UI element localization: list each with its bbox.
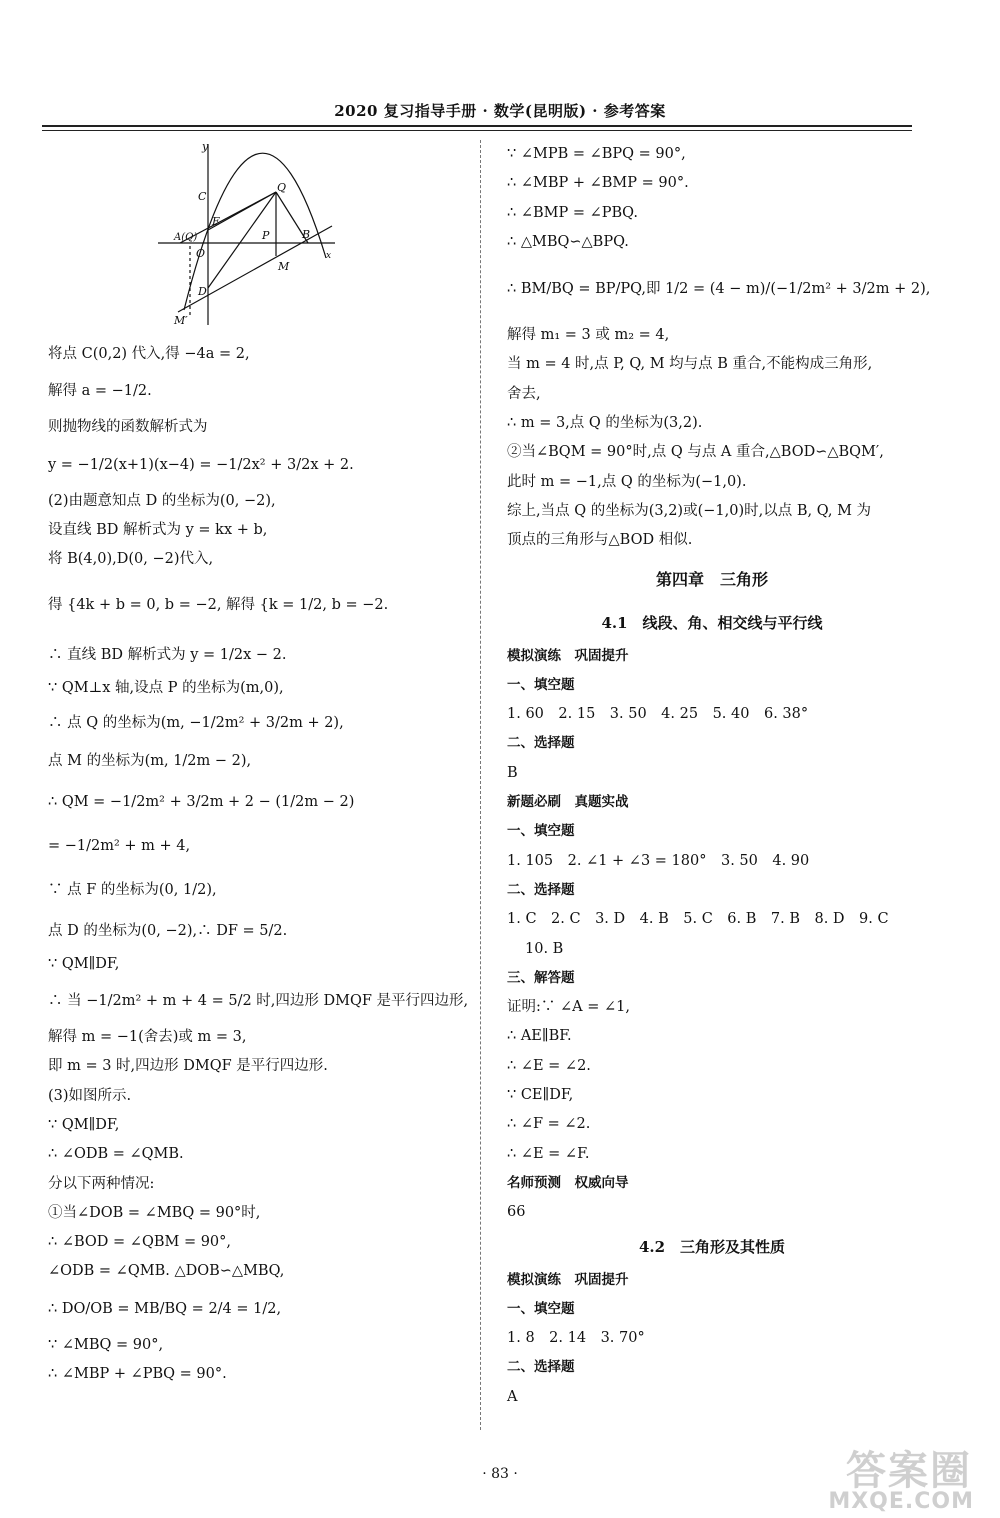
text-line: ∴ ∠BMP = ∠PBQ. (507, 204, 638, 221)
text-line: 解得 a = −1/2. (48, 383, 152, 400)
text-line: ∴ △MBQ∽△BPQ. (507, 233, 629, 250)
text-line: ∵ CE∥DF, (507, 1087, 574, 1104)
question-type-heading: 一、填空题 (507, 823, 575, 840)
right-column (507, 140, 931, 1412)
parabola-graph (150, 140, 350, 330)
text-line: ∴ ∠MBP + ∠BMP = 90°. (507, 175, 689, 192)
text-line: 则抛物线的函数解析式为 (48, 419, 208, 436)
label-e: E (212, 215, 221, 228)
text-line: 将 B(4,0),D(0, −2)代入, (48, 551, 214, 568)
watermark-logo-text: 答案圈 (846, 1448, 972, 1494)
text-line: 点 D 的坐标为(0, −2),∴ DF = 5/2. (48, 922, 288, 939)
section-heading: 4.2 三角形及其性质 (638, 1237, 786, 1256)
label-m: M (278, 260, 290, 273)
answer-line: 1. 60 2. 15 3. 50 4. 25 5. 40 6. 38° (507, 706, 809, 723)
label-o: O (196, 247, 206, 260)
text-line: (2)由题意知点 D 的坐标为(0, −2), (48, 492, 276, 509)
question-type-heading: 二、选择题 (507, 735, 575, 752)
question-type-heading: 一、填空题 (507, 676, 575, 693)
text-line: ∴ ∠F = ∠2. (507, 1116, 591, 1133)
text-line: ∴ 直线 BD 解析式为 y = 1/2x − 2. (48, 647, 287, 664)
answer-line: 10. B (525, 940, 564, 957)
answer-line: 1. 8 2. 14 3. 70° (507, 1330, 645, 1347)
text-line: ∴ ∠ODB = ∠QMB. (48, 1146, 184, 1163)
text-line: ∵ ∠MBQ = 90°, (48, 1336, 164, 1353)
header-rule-thin (42, 130, 912, 131)
section-heading: 4.1 线段、角、相交线与平行线 (601, 613, 823, 632)
watermark-url: MXQE.COM (828, 1489, 974, 1514)
answer-line: 1. C 2. C 3. D 4. B 5. C 6. B 7. B 8. D 9. C (507, 911, 889, 928)
text-line: 当 m = 4 时,点 P, Q, M 均与点 B 重合,不能构成三角形, (507, 356, 873, 373)
label-x: x (326, 251, 332, 261)
text-line: ①当∠DOB = ∠MBQ = 90°时, (48, 1204, 261, 1221)
answer-line: 1. 105 2. ∠1 + ∠3 = 180° 3. 50 4. 90 (507, 852, 810, 869)
label-d: D (198, 285, 207, 298)
text-line: ∴ ∠E = ∠F. (507, 1145, 590, 1162)
text-line: ∴ QM = −1/2m² + 3/2m + 2 − (1/2m − 2) (48, 793, 355, 810)
header-rule-thick (42, 125, 912, 127)
text-line: 证明:∵ ∠A = ∠1, (507, 999, 630, 1016)
question-type-heading: 二、选择题 (507, 881, 575, 898)
question-type-heading: 一、填空题 (507, 1300, 575, 1317)
text-line: ∴ m = 3,点 Q 的坐标为(3,2). (507, 415, 703, 432)
label-y: y (202, 140, 209, 153)
answer-line: B (507, 764, 518, 781)
text-line: ∴ 当 −1/2m² + m + 4 = 5/2 时,四边形 DMQF 是平行四边形, (48, 993, 469, 1010)
text-line: ∴ 点 Q 的坐标为(m, −1/2m² + 3/2m + 2), (48, 714, 344, 731)
text-line: ∵ ∠MPB = ∠BPQ = 90°, (507, 146, 686, 162)
chapter-heading: 第四章 三角形 (655, 569, 768, 589)
text-line: 设直线 BD 解析式为 y = kx + b, (48, 521, 268, 538)
text-line: 将点 C(0,2) 代入,得 −4a = 2, (48, 346, 250, 362)
page-number: · 83 · (482, 1466, 518, 1482)
text-line: ∵ QM⊥x 轴,设点 P 的坐标为(m,0), (48, 680, 284, 697)
text-line: ∴ AE∥BF. (507, 1028, 572, 1045)
text-line: ∵ QM∥DF, (48, 955, 120, 972)
text-line: = −1/2m² + m + 4, (48, 837, 191, 854)
subsection-heading: 模拟演练 巩固提升 (507, 647, 629, 664)
question-type-heading: 二、选择题 (507, 1359, 575, 1376)
answer-line: A (507, 1388, 518, 1405)
text-line: ∴ ∠BOD = ∠QBM = 90°, (48, 1234, 232, 1251)
text-line: ∠ODB = ∠QMB. △DOB∽△MBQ, (48, 1263, 285, 1280)
text-line: 此时 m = −1,点 Q 的坐标为(−1,0). (507, 473, 747, 490)
text-line: (3)如图所示. (48, 1087, 132, 1104)
text-line: 点 M 的坐标为(m, 1/2m − 2), (48, 752, 252, 769)
text-line: 综上,当点 Q 的坐标为(3,2)或(−1,0)时,以点 B, Q, M 为 (507, 502, 872, 519)
subsection-heading: 名师预测 权威向导 (507, 1174, 629, 1191)
page-header: 2020 复习指导手册 · 数学(昆明版) · 参考答案 (334, 102, 666, 120)
question-type-heading: 三、解答题 (507, 969, 575, 986)
text-line: 得 {4k + b = 0, b = −2, 解得 {k = 1/2, b = −2. (48, 597, 389, 614)
label-c: C (198, 190, 207, 203)
left-column (48, 340, 468, 1389)
text-line: 舍去, (507, 385, 541, 402)
label-p: P (262, 229, 270, 242)
text-line: ∴ ∠MBP + ∠PBQ = 90°. (48, 1366, 227, 1383)
text-line: 顶点的三角形与△BOD 相似. (507, 532, 693, 549)
text-line: ∴ DO/OB = MB/BQ = 2/4 = 1/2, (48, 1300, 282, 1317)
label-m-prime: M′ (174, 314, 188, 327)
text-line: ∵ 点 F 的坐标为(0, 1/2), (48, 881, 217, 898)
text-line: ②当∠BQM = 90°时,点 Q 与点 A 重合,△BOD∽△BQM′, (507, 444, 884, 461)
text-line: ∴ ∠E = ∠2. (507, 1057, 591, 1074)
label-b: B (302, 228, 311, 241)
label-a: A(Q) (174, 232, 198, 243)
text-line: 解得 m = −1(舍去)或 m = 3, (48, 1029, 247, 1046)
label-q: Q (277, 181, 287, 194)
text-line: y = −1/2(x+1)(x−4) = −1/2x² + 3/2x + 2. (48, 456, 354, 473)
text-line: 解得 m₁ = 3 或 m₂ = 4, (507, 327, 670, 344)
text-line: 即 m = 3 时,四边形 DMQF 是平行四边形. (48, 1058, 328, 1075)
column-divider (480, 140, 481, 1430)
answer-line: 66 (507, 1204, 526, 1221)
subsection-heading: 新题必刷 真题实战 (507, 794, 629, 811)
text-line: ∵ QM∥DF, (48, 1116, 120, 1133)
text-line: 分以下两种情况: (48, 1175, 155, 1192)
text-line: ∴ BM/BQ = BP/PQ,即 1/2 = (4 − m)/(−1/2m² + 3/2m + 2), (507, 281, 931, 298)
subsection-heading: 模拟演练 巩固提升 (507, 1271, 629, 1288)
